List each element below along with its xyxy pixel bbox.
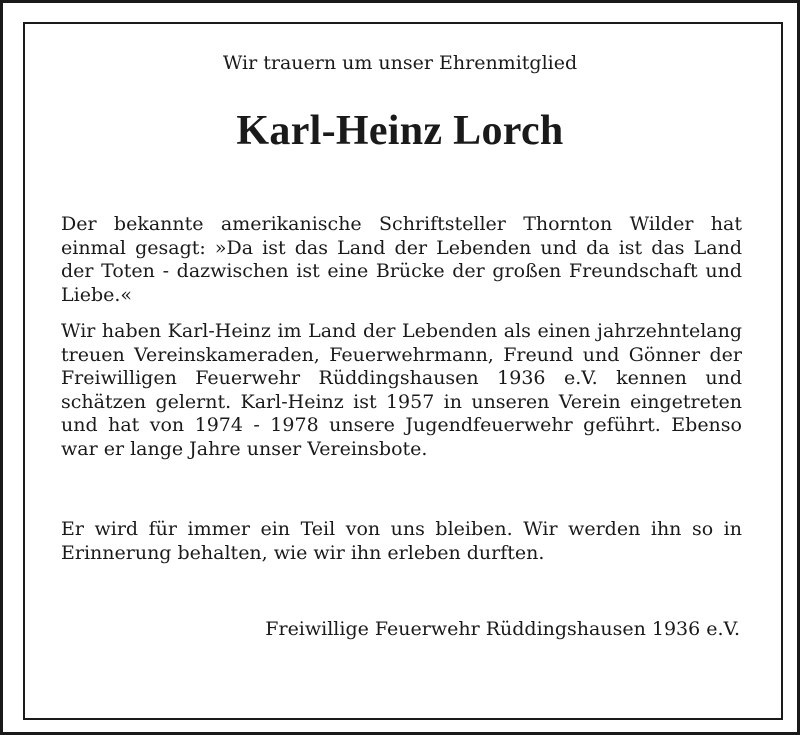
signature: Freiwillige Feuerwehr Rüddingshausen 1936 e.V. bbox=[265, 618, 740, 640]
deceased-name: Karl-Heinz Lorch bbox=[236, 108, 564, 154]
intro-line: Wir trauern um unser Ehrenmitglied bbox=[222, 52, 578, 74]
paragraph-tribute: Wir haben Karl-Heinz im Land der Lebenden als einen jahrzehntelang treuen Vereinskameraden, Feuerwehrmann, Freund und Gönner der Freiwilligen Feuerwehr Rüddingshausen 1936 e.V. kennen und schätzen gelernt. Karl-Heinz ist 1957 in unseren Verein eingetreten und hat von 1974 - 1978 unsere Jugendfeuerwehr geführt. Ebenso war er lange Jahre unser Vereinsbote. bbox=[61, 320, 742, 460]
paragraph-quote: Der bekannte amerikanische Schriftsteller Thornton Wilder hat einmal gesagt: »Da ist das Land der Lebenden und da ist das Land der Toten - dazwischen ist eine Brücke der großen Freundschaft und Liebe.« bbox=[61, 213, 742, 306]
paragraph-farewell: Er wird für immer ein Teil von uns bleiben. Wir werden ihn so in Erinnerung behalten, wie wir ihn erleben durften. bbox=[61, 518, 742, 564]
